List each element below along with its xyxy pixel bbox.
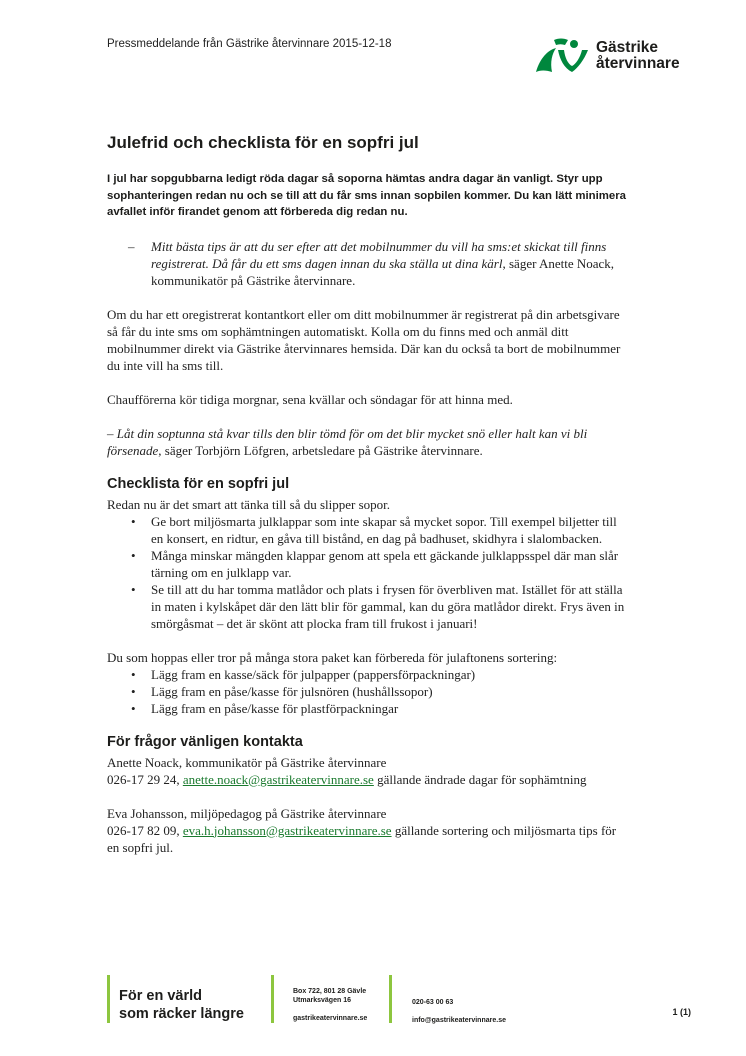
bullet: • xyxy=(131,666,136,682)
email-link-eva[interactable]: eva.h.johansson@gastrikeatervinnare.se xyxy=(182,822,392,838)
contact-name: Anette Noack, kommunikatör på Gästrike återvinnare xyxy=(107,754,387,770)
footer-address: Box 722, 801 28 Gävle Utmarksvägen 16 gastrikeatervinnare.se xyxy=(293,988,368,1022)
list-item: • Ge bort miljösmarta julklappar som inte skapar så mycket sopor. Till exempel biljetter till en konsert, en ridtur, en gåva till bistånd, en dag på badhuset, skidhyra i slalombacken. xyxy=(131,513,617,546)
footer-slogan: För en värld som räcker längre xyxy=(119,988,244,1022)
bullet: • xyxy=(131,513,136,529)
contact-anette xyxy=(107,754,627,788)
sorting-list xyxy=(107,666,627,717)
quote-torbjorn xyxy=(107,425,627,459)
contact-details xyxy=(107,771,627,788)
logo-line-1: Gästrike xyxy=(596,39,659,56)
footer-divider xyxy=(107,975,110,1023)
list-item: • Lägg fram en påse/kasse för julsnören (hushållssopor) xyxy=(131,683,433,699)
sorting-intro: Du som hoppas eller tror på många stora paket kan förbereda för julaftonens sortering: xyxy=(107,649,558,665)
quote-anette xyxy=(107,238,627,289)
page-number: 1 (1) xyxy=(672,1007,691,1017)
contact-eva xyxy=(107,805,627,856)
page-footer xyxy=(107,975,697,1025)
bullet: • xyxy=(131,700,136,716)
bullet: • xyxy=(131,581,136,597)
footer-website: gastrikeatervinnare.se xyxy=(293,1015,368,1022)
quote-anette-attribution: , säger Anette Noack, kommunikatör på Gästrike återvinnare. xyxy=(151,255,615,288)
recycle-swoosh-icon xyxy=(534,36,592,76)
footer-divider xyxy=(271,975,274,1023)
bullet: • xyxy=(131,683,136,699)
list-item: • Lägg fram en kasse/säck för julpapper (pappersförpackningar) xyxy=(131,666,476,682)
contact-note: gällande ändrade dagar för sophämtning xyxy=(373,771,587,787)
contact-heading: För frågor vänligen kontakta xyxy=(107,733,303,750)
list-item: • Lägg fram en påse/kasse för plastförpackningar xyxy=(131,700,399,716)
lead-paragraph: I jul har sopgubbarna ledigt röda dagar så soporna hämtas andra dagar än vanligt. Styr upp sophanteringen redan nu och se till att du får sms innan sopbilen kommer. Du kan lätt minimera avfallet inför firandet genom att förbereda dig redan nu. xyxy=(107,173,627,218)
contact-phone: 026-17 82 09, xyxy=(107,822,183,838)
list-item: • Se till att du har tomma matlådor och plats i frysen för överbliven mat. Istället för att ställa in maten i kylskåpet där den lätt blir för gammal, kan du göra matlådor direkt. Frys även in smörgåsmat – det är skönt att plocka fram till frukost i januari! xyxy=(131,581,625,631)
footer-divider xyxy=(389,975,392,1023)
contact-details xyxy=(107,822,627,856)
contact-name: Eva Johansson, miljöpedagog på Gästrike återvinnare xyxy=(107,805,387,821)
quote-anette-text: Mitt bästa tips är att du ser efter att det mobilnummer du vill ha sms:et skickat till finns registrerat. Då får du ett sms dagen innan du ska ställa ut dina kärl xyxy=(151,238,607,271)
quote-dash: – xyxy=(128,238,135,254)
checklist-intro: Redan nu är det smart att tänka till så du slipper sopor. xyxy=(107,496,391,512)
footer-phone: 020-63 00 63 xyxy=(412,999,454,1006)
logo-line-2: återvinnare xyxy=(596,55,680,72)
paragraph-drivers: Chaufförerna kör tidiga morgnar, sena kvällar och söndagar för att hinna med. xyxy=(107,391,513,407)
contact-section xyxy=(107,754,627,856)
footer-email: info@gastrikeatervinnare.se xyxy=(412,1017,506,1024)
press-release-header: Pressmeddelande från Gästrike återvinnare 2015-12-18 xyxy=(107,38,392,50)
bullet: • xyxy=(131,547,136,563)
quote-torbjorn-attribution: , säger Torbjörn Löfgren, arbetsledare på Gästrike återvinnare. xyxy=(158,442,483,458)
logo-wordmark xyxy=(596,40,680,72)
checklist-list xyxy=(107,513,627,632)
email-link-anette[interactable]: anette.noack@gastrikeatervinnare.se xyxy=(182,771,374,787)
contact-note: gällande sortering och miljösmarta tips för en sopfri jul. xyxy=(107,822,617,855)
document-body xyxy=(107,133,627,873)
checklist-heading: Checklista för en sopfri jul xyxy=(107,475,290,492)
footer-contact xyxy=(412,998,506,1025)
paragraph-registration: Om du har ett oregistrerat kontantkort eller om ditt mobilnummer är registrerat på din arbetsgivare så får du inte sms om sophämtningen automatiskt. Kolla om du finns med och anmäl ditt mobilnummer direkt via Gästrike återvinnares hemsida. Där kan du också ta bort de mobilnummer du inte vill ha sms till. xyxy=(107,306,621,373)
quote-torbjorn-text: – Låt din soptunna stå kvar tills den blir tömd för om det blir mycket snö eller halt kan vi bli försenade xyxy=(107,425,588,458)
list-item: • Många minskar mängden klappar genom att spela ett gäckande julklappsspel där man slår tärning om en julklapp var. xyxy=(131,547,619,580)
company-logo xyxy=(534,34,704,78)
contact-phone: 026-17 29 24, xyxy=(107,771,183,787)
page-title: Julefrid och checklista för en sopfri jul xyxy=(107,133,419,152)
